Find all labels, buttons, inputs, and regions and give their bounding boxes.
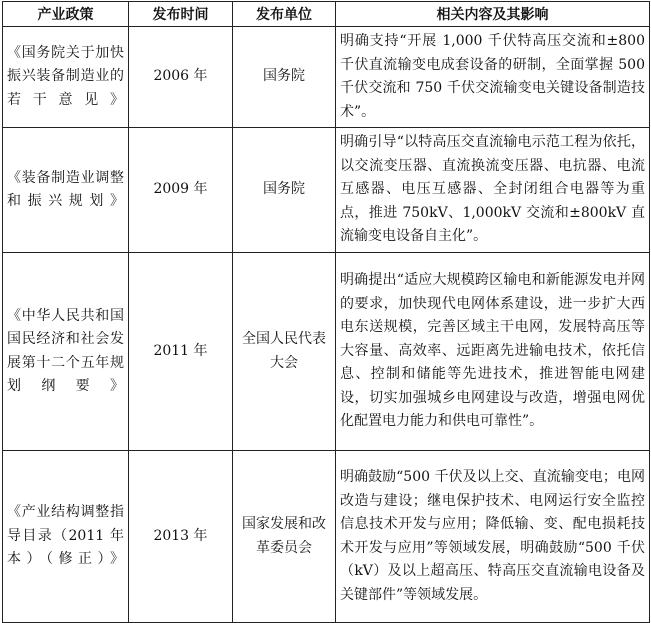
policy-name: 《国务院关于加快振兴装备制造业的若干意见》: [3, 27, 129, 128]
table-row: [3, 27, 650, 128]
publish-year: 2011 年: [129, 253, 233, 451]
policy-content: 明确提出“适应大规模跨区输电和新能源发电并网的要求，加快现代电网体系建设，进一步扩大西电东送规模，完善区域主干电网，发展特高压等大容量、高效率、远距离先进输电技术，依托信息、控制和储能等先进技术，推进智能电网建设，切实加强城乡电网建设与改造，增强电网优化配置电力能力和供电可靠性”。: [336, 253, 650, 451]
header-row: [3, 2, 650, 27]
header-content: 相关内容及其影响: [336, 2, 650, 27]
policy-content: 明确支持“开展 1,000 千伏特高压交流和±800 千伏直流输变电成套设备的研制，全面掌握 500 千伏交流和 750 千伏交流输变电关键设备制造技术”。: [336, 27, 650, 128]
header-policy: 产业政策: [3, 2, 129, 27]
policy-table: [2, 1, 650, 623]
policy-name: 《装备制造业调整和振兴规划》: [3, 128, 129, 253]
issuing-body: 国务院: [233, 27, 336, 128]
publish-year: 2006 年: [129, 27, 233, 128]
issuing-body: 国家发展和改革委员会: [233, 451, 336, 623]
table-row: [3, 253, 650, 451]
issuing-body: 全国人民代表大会: [233, 253, 336, 451]
publish-year: 2009 年: [129, 128, 233, 253]
table-row: [3, 451, 650, 623]
issuing-body: 国务院: [233, 128, 336, 253]
publish-year: 2013 年: [129, 451, 233, 623]
policy-name: 《中华人民共和国国民经济和社会发展第十二个五年规划纲要》: [3, 253, 129, 451]
policy-content: 明确鼓励“500 千伏及以上交、直流输变电；电网改造与建设；继电保护技术、电网运行安全监控信息技术开发与应用；降低输、变、配电损耗技术开发与应用”等领域发展，明确鼓励“500 千伏（kV）及以上超高压、特高压交直流输电设备及关键部件”等领域发展。: [336, 451, 650, 623]
header-issuer: 发布单位: [233, 2, 336, 27]
table-row: [3, 128, 650, 253]
policy-name: 《产业结构调整指导目录（2011 年本）（修正）》: [3, 451, 129, 623]
header-year: 发布时间: [129, 2, 233, 27]
policy-content: 明确引导“以特高压交直流输电示范工程为依托，以交流变压器、直流换流变压器、电抗器、电流互感器、电压互感器、全封闭组合电器等为重点，推进 750kV、1,000kV 交流和±800kV 直流输变电设备自主化”。: [336, 128, 650, 253]
